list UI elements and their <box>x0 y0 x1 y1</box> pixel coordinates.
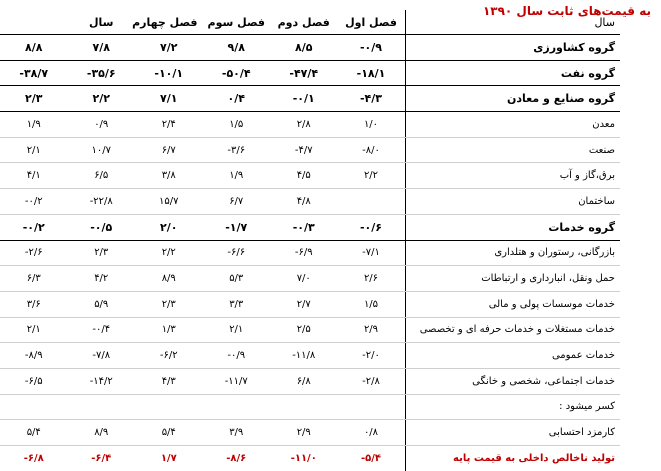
cell-q2: ۴/۸ <box>270 189 338 215</box>
cell-q3: -۰/۹ <box>203 343 271 369</box>
cell-y2 <box>0 394 68 420</box>
cell-q4: -۱۰/۱ <box>135 60 203 86</box>
cell-q1 <box>338 394 406 420</box>
cell-q4: ۸/۹ <box>135 266 203 292</box>
cell-q3: ۱/۵ <box>203 112 271 138</box>
cell-year: ۰/۹ <box>68 112 136 138</box>
row-label: صنعت <box>405 137 620 163</box>
cell-q2: ۸/۵ <box>270 35 338 61</box>
cell-q1: ۲/۲ <box>338 163 406 189</box>
cell-q2: ۲/۹ <box>270 420 338 446</box>
table-row <box>0 343 620 369</box>
cell-q2: -۱۱/۰ <box>290 452 317 464</box>
row-label: تولید ناخالص داخلی به قیمت پایه <box>405 446 620 471</box>
cell-q3: ۳/۹ <box>203 420 271 446</box>
cell-q1: -۵/۴ <box>360 452 381 464</box>
row-label: خدمات اجتماعی، شخصی و خانگی <box>405 368 620 394</box>
cell-q2: ۷/۰ <box>270 266 338 292</box>
table-row <box>0 35 620 61</box>
cell-year: -۰/۴ <box>68 317 136 343</box>
cell-q1: -۰/۶ <box>338 214 406 240</box>
header-q2: فصل دوم <box>270 10 338 35</box>
cell-q3: -۵۰/۴ <box>203 60 271 86</box>
cell-q3 <box>203 394 271 420</box>
cell-y2: ۵/۴ <box>0 420 68 446</box>
row-label: کسر میشود : <box>405 394 620 420</box>
cell-q1: -۷/۱ <box>338 240 406 266</box>
table-caption: به قیمت‌های ثابت سال ۱۳۹۰ <box>482 4 651 18</box>
cell-q1: ۲/۹ <box>338 317 406 343</box>
growth-table <box>0 10 620 471</box>
cell-y2: ۳/۶ <box>0 291 68 317</box>
cell-q2: -۶/۹ <box>270 240 338 266</box>
cell-q1: ۱/۵ <box>338 291 406 317</box>
cell-y2: -۳۸/۷ <box>0 60 68 86</box>
header-q4: فصل چهارم <box>135 10 203 35</box>
cell-q4: ۶/۷ <box>135 137 203 163</box>
cell-q3: -۸/۶ <box>226 452 247 464</box>
table-row <box>0 317 620 343</box>
table-row <box>0 86 620 112</box>
cell-year: ۲/۳ <box>68 240 136 266</box>
cell-q4: ۴/۳ <box>135 368 203 394</box>
cell-y2: ۲/۱ <box>0 137 68 163</box>
cell-q4: ۲/۲ <box>135 240 203 266</box>
cell-q1: -۱۸/۱ <box>338 60 406 86</box>
cell-year <box>68 394 136 420</box>
cell-q4: -۶/۲ <box>135 343 203 369</box>
cell-q3: -۱/۷ <box>203 214 271 240</box>
row-label: برق،گاز و آب <box>405 163 620 189</box>
cell-year: -۶/۴ <box>91 452 112 464</box>
row-label: بازرگانی، رستوران و هتلداری <box>405 240 620 266</box>
cell-q3: -۱۱/۷ <box>203 368 271 394</box>
row-label: خدمات عمومی <box>405 343 620 369</box>
cell-year: -۷/۸ <box>68 343 136 369</box>
cell-q2: ۲/۷ <box>270 291 338 317</box>
cell-year: ۵/۹ <box>68 291 136 317</box>
cell-q4: ۷/۲ <box>135 35 203 61</box>
cell-q1: ۰/۸ <box>338 420 406 446</box>
row-label: خدمات مستغلات و خدمات حرفه ای و تخصصی <box>405 317 620 343</box>
cell-year: ۶/۵ <box>68 163 136 189</box>
cell-q4: ۲/۳ <box>135 291 203 317</box>
row-label: حمل ونقل، انبارداری و ارتباطات <box>405 266 620 292</box>
table-row <box>0 394 620 420</box>
cell-q1: -۰/۹ <box>338 35 406 61</box>
cell-q2: ۶/۸ <box>270 368 338 394</box>
cell-q2: -۱۱/۸ <box>270 343 338 369</box>
cell-q4: ۳/۸ <box>135 163 203 189</box>
cell-q2: ۲/۵ <box>270 317 338 343</box>
cell-y2: -۶/۸ <box>23 452 44 464</box>
header-year-extra <box>0 10 68 35</box>
table-row <box>0 214 620 240</box>
header-q1: فصل اول <box>338 10 406 35</box>
cell-year: -۳۵/۶ <box>68 60 136 86</box>
cell-q1: -۲/۰ <box>338 343 406 369</box>
cell-year: ۲/۲ <box>68 86 136 112</box>
cell-q4: ۵/۴ <box>135 420 203 446</box>
cell-y2: -۲/۶ <box>0 240 68 266</box>
cell-q3: ۳/۳ <box>203 291 271 317</box>
cell-q4 <box>135 394 203 420</box>
header-row <box>0 10 620 35</box>
cell-year: ۸/۹ <box>68 420 136 446</box>
cell-q2: -۰/۳ <box>270 214 338 240</box>
cell-q4: ۱/۷ <box>160 452 177 464</box>
table-row <box>0 240 620 266</box>
row-label: گروه نفت <box>405 60 620 86</box>
cell-y2: -۰/۲ <box>0 189 68 215</box>
cell-y2: ۶/۳ <box>0 266 68 292</box>
cell-year: -۰/۵ <box>68 214 136 240</box>
table-row <box>0 112 620 138</box>
cell-q3: -۶/۶ <box>203 240 271 266</box>
cell-q1: ۲/۶ <box>338 266 406 292</box>
cell-q4: ۷/۱ <box>135 86 203 112</box>
row-label: گروه صنایع و معادن <box>405 86 620 112</box>
cell-q3: ۰/۴ <box>203 86 271 112</box>
header-year: سال <box>68 10 136 35</box>
cell-q4: ۱۵/۷ <box>135 189 203 215</box>
row-label: ساختمان <box>405 189 620 215</box>
cell-y2: ۸/۸ <box>0 35 68 61</box>
cell-y2: ۲/۳ <box>0 86 68 112</box>
cell-q3: ۹/۸ <box>203 35 271 61</box>
header-q3: فصل سوم <box>203 10 271 35</box>
cell-y2: ۱/۹ <box>0 112 68 138</box>
cell-q3: ۵/۳ <box>203 266 271 292</box>
cell-q4: ۲/۴ <box>135 112 203 138</box>
table-row <box>0 368 620 394</box>
table-row <box>0 420 620 446</box>
cell-q2 <box>270 394 338 420</box>
table-row <box>0 60 620 86</box>
cell-q1: ۱/۰ <box>338 112 406 138</box>
cell-y2: -۶/۵ <box>0 368 68 394</box>
cell-q2: -۴۷/۴ <box>270 60 338 86</box>
cell-y2: ۴/۱ <box>0 163 68 189</box>
cell-year: ۱۰/۷ <box>68 137 136 163</box>
cell-year: -۲۲/۸ <box>68 189 136 215</box>
cell-y2: ۲/۱ <box>0 317 68 343</box>
table-row <box>0 163 620 189</box>
table-row <box>0 291 620 317</box>
header-year-right: سال <box>405 10 620 35</box>
table-row <box>0 266 620 292</box>
cell-q4: ۱/۳ <box>135 317 203 343</box>
row-label: گروه خدمات <box>405 214 620 240</box>
row-label: معدن <box>405 112 620 138</box>
cell-q3: ۲/۱ <box>203 317 271 343</box>
cell-q2: -۰/۱ <box>270 86 338 112</box>
row-label: خدمات موسسات پولی و مالی <box>405 291 620 317</box>
cell-year: ۷/۸ <box>68 35 136 61</box>
cell-q2: ۲/۸ <box>270 112 338 138</box>
table-row <box>0 137 620 163</box>
table-row <box>0 189 620 215</box>
cell-q2: ۴/۵ <box>270 163 338 189</box>
cell-q3: ۶/۷ <box>203 189 271 215</box>
cell-y2: -۸/۹ <box>0 343 68 369</box>
cell-q1: -۸/۰ <box>338 137 406 163</box>
cell-q2: -۴/۷ <box>270 137 338 163</box>
cell-year: ۴/۲ <box>68 266 136 292</box>
cell-q1: -۲/۸ <box>338 368 406 394</box>
table-row <box>0 446 620 471</box>
row-label: کارمزد احتسابی <box>405 420 620 446</box>
cell-y2: -۰/۲ <box>0 214 68 240</box>
cell-q4: ۲/۰ <box>135 214 203 240</box>
row-label: گروه کشاورزی <box>405 35 620 61</box>
cell-q1 <box>338 189 406 215</box>
cell-q3: -۳/۶ <box>203 137 271 163</box>
cell-year: -۱۴/۲ <box>68 368 136 394</box>
cell-q1: -۴/۳ <box>338 86 406 112</box>
cell-q3: ۱/۹ <box>203 163 271 189</box>
